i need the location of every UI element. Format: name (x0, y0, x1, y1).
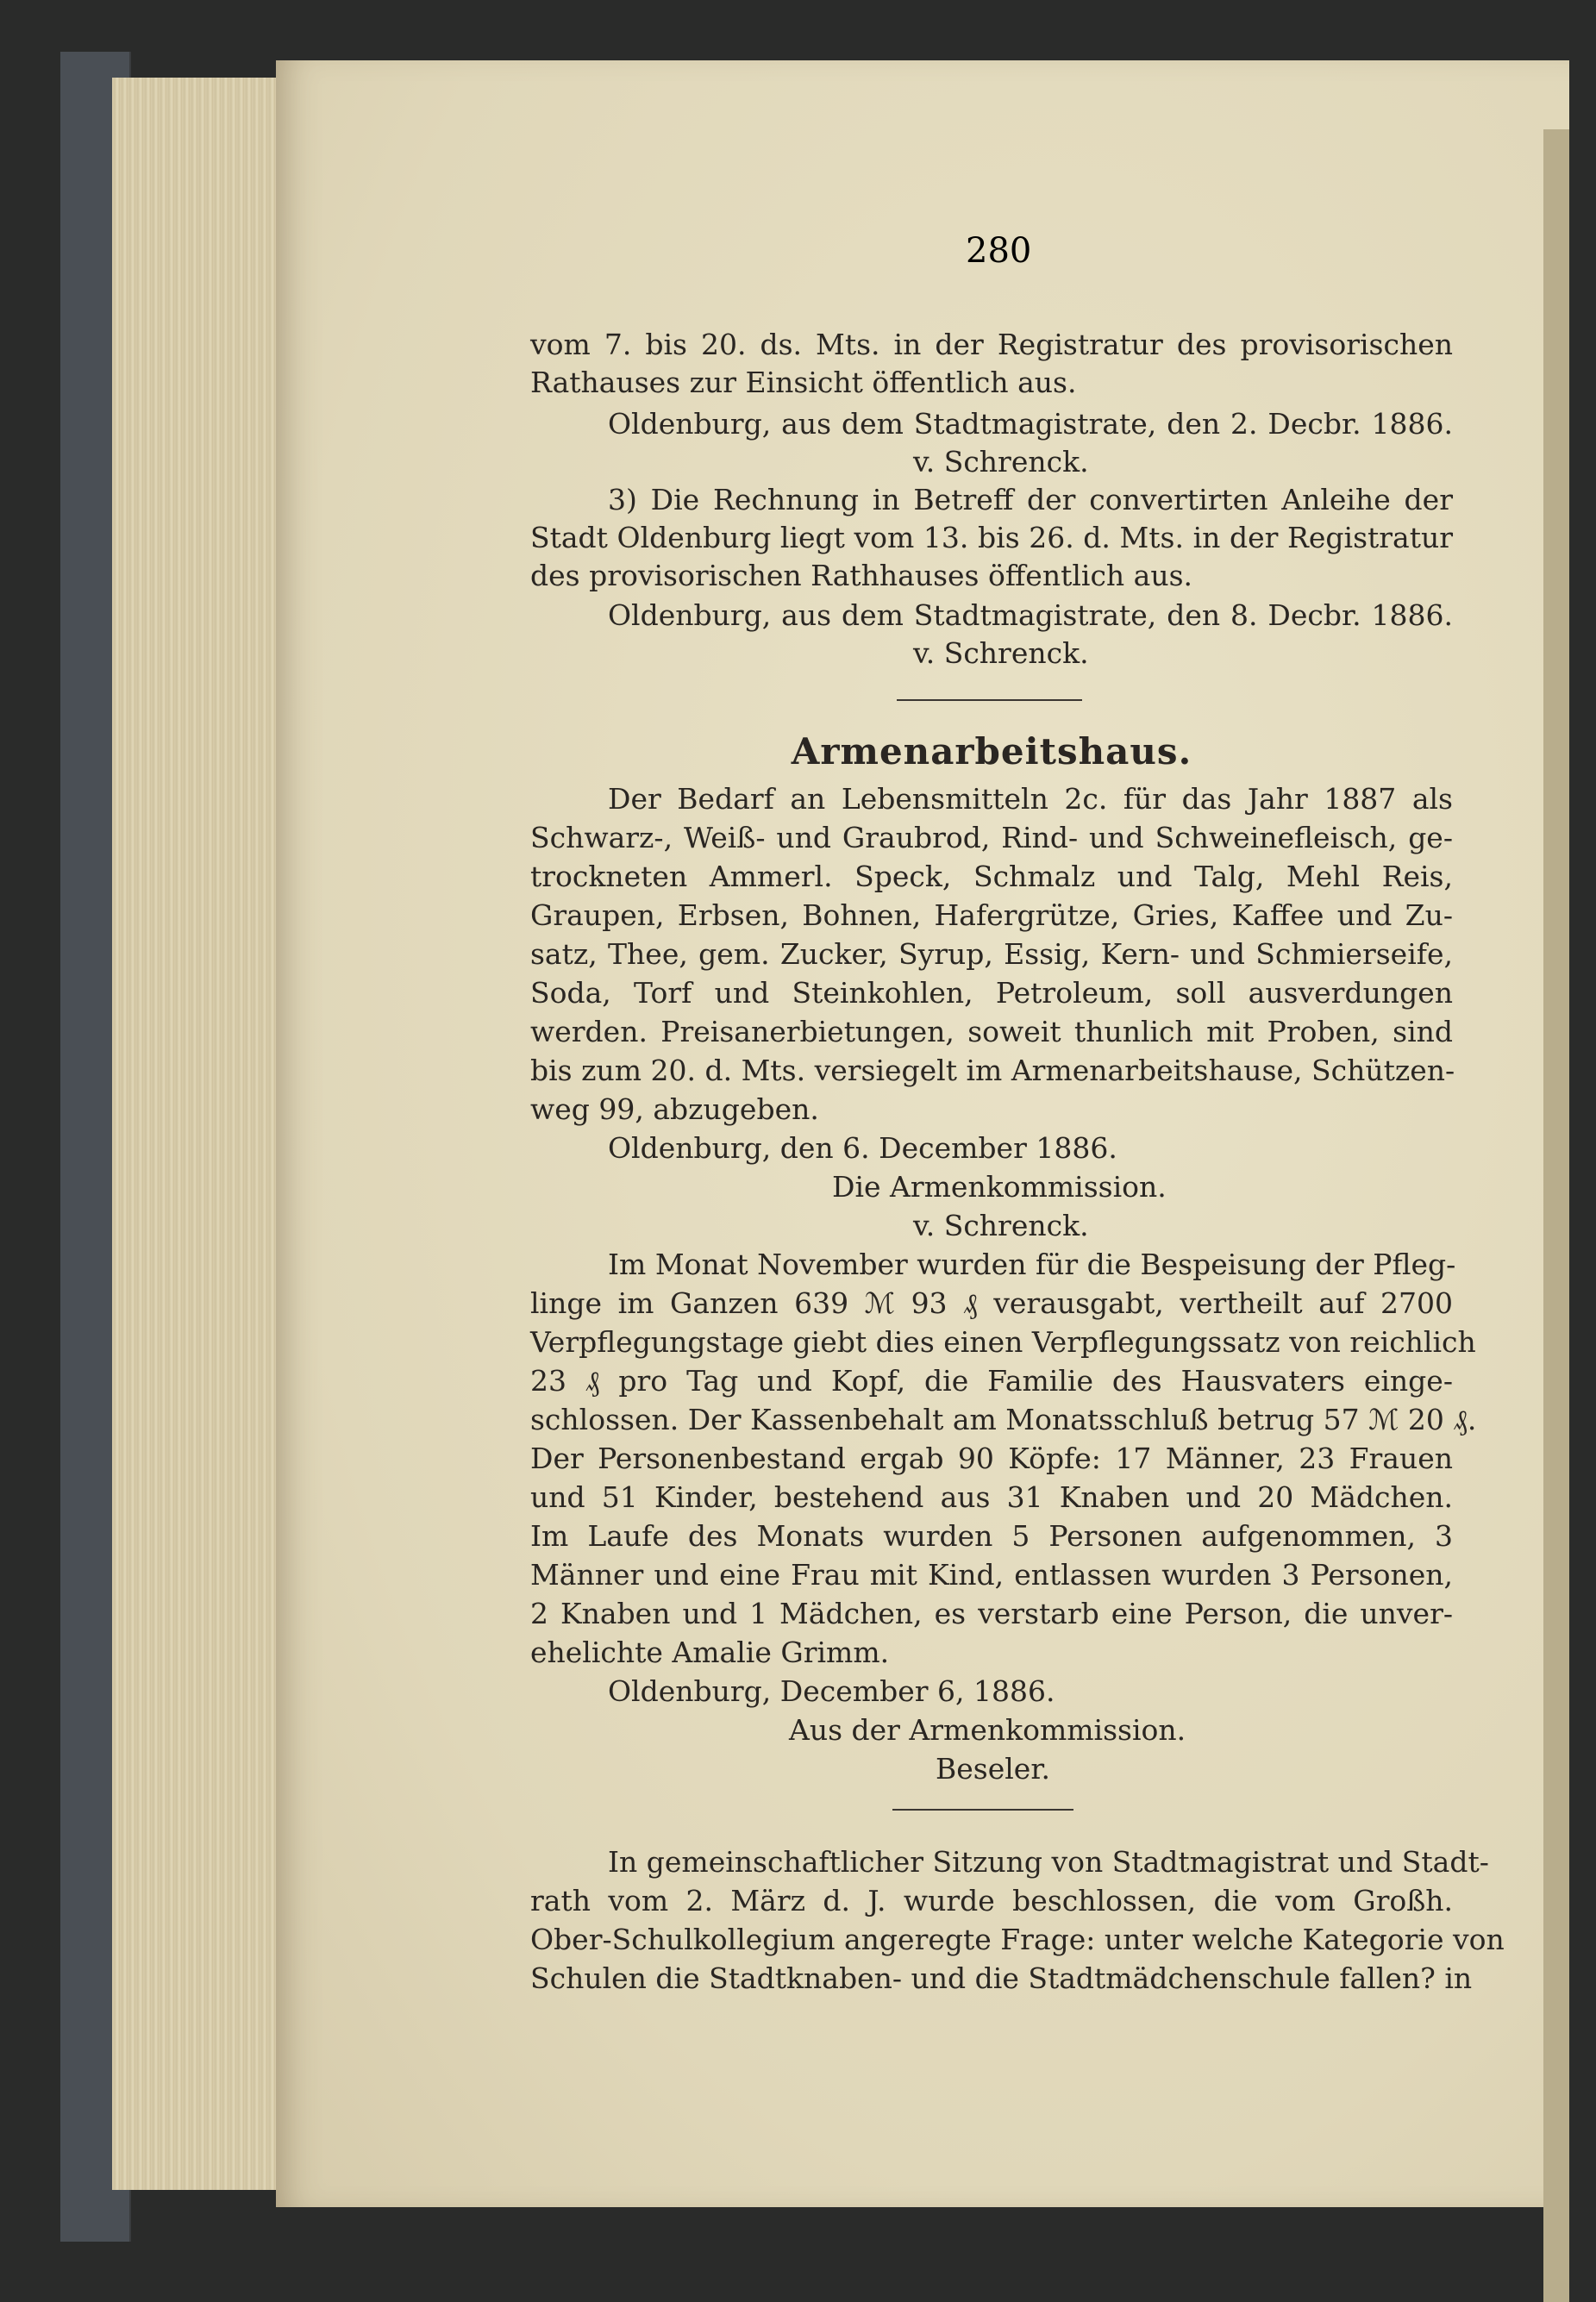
text-line: trockneten Ammerl. Speck, Schmalz und Talg, Mehl Reis, (530, 860, 1453, 893)
text-line: weg 99, abzugeben. (530, 1092, 819, 1126)
text-line: Rathauses zur Einsicht öffentlich aus. (530, 366, 1077, 399)
text-line: Schwarz-, Weiß- und Graubrod, Rind- und Schweinefleisch, ge- (530, 821, 1453, 854)
text-line: schlossen. Der Kassenbehalt am Monatsschluß betrug 57 ℳ 20 ₰. (530, 1403, 1477, 1436)
section-heading: Armenarbeitshaus. (791, 730, 1192, 773)
text-line: Männer und eine Frau mit Kind, entlassen wurden 3 Personen, (530, 1558, 1453, 1592)
signature-name-3: v. Schrenck. (913, 1209, 1089, 1242)
text-line: linge im Ganzen 639 ℳ 93 ₰ verausgabt, vertheilt auf 2700 (530, 1286, 1453, 1320)
signature-name-4: Beseler. (936, 1752, 1050, 1786)
text-line: 23 ₰ pro Tag und Kopf, die Familie des Hausvaters einge- (530, 1364, 1453, 1398)
signature-place-1: Oldenburg, aus dem Stadtmagistrate, den 2. Decbr. 1886. (608, 407, 1453, 441)
signature-place-4: Oldenburg, December 6, 1886. (608, 1674, 1055, 1708)
section-divider (897, 699, 1082, 701)
signature-place-2: Oldenburg, aus dem Stadtmagistrate, den 8. Decbr. 1886. (608, 598, 1453, 632)
text-line: bis zum 20. d. Mts. versiegelt im Armenarbeitshause, Schützen- (530, 1054, 1455, 1087)
text-line: Verpflegungstage giebt dies einen Verpflegungssatz von reichlich (530, 1325, 1476, 1359)
text-line: Im Monat November wurden für die Bespeisung der Pfleg- (608, 1248, 1456, 1281)
text-line: rath vom 2. März d. J. wurde beschlossen, die vom Großh. (530, 1884, 1453, 1917)
signature-name-2: v. Schrenck. (913, 636, 1089, 670)
text-line: Der Bedarf an Lebensmitteln 2c. für das Jahr 1887 als (608, 782, 1453, 816)
page-number: 280 (966, 231, 1032, 271)
text-line: 2 Knaben und 1 Mädchen, es verstarb eine Person, die unver- (530, 1597, 1453, 1630)
text-line: Schulen die Stadtknaben- und die Stadtmädchenschule fallen? in (530, 1961, 1473, 1995)
text-line: Graupen, Erbsen, Bohnen, Hafergrütze, Gries, Kaffee und Zu- (530, 898, 1453, 932)
signature-place-3: Oldenburg, den 6. December 1886. (608, 1131, 1117, 1165)
text-line: In gemeinschaftlicher Sitzung von Stadtmagistrat und Stadt- (608, 1845, 1489, 1879)
signature-org-3: Die Armenkommission. (832, 1170, 1167, 1204)
signature-name-1: v. Schrenck. (913, 445, 1089, 479)
text-line: Der Personenbestand ergab 90 Köpfe: 17 Männer, 23 Frauen (530, 1442, 1453, 1475)
text-line: des provisorischen Rathhauses öffentlich aus. (530, 559, 1193, 592)
text-line: satz, Thee, gem. Zucker, Syrup, Essig, Kern- und Schmierseife, (530, 937, 1453, 971)
signature-org-4: Aus der Armenkommission. (789, 1713, 1186, 1747)
section-divider (892, 1809, 1073, 1811)
page-stack-edge (112, 78, 285, 2190)
text-line: Ober-Schulkollegium angeregte Frage: unter welche Kategorie von (530, 1923, 1505, 1956)
text-line: Soda, Torf und Steinkohlen, Petroleum, soll ausverdungen (530, 976, 1453, 1010)
text-line: Im Laufe des Monats wurden 5 Personen aufgenommen, 3 (530, 1519, 1453, 1553)
text-line: ehelichte Amalie Grimm. (530, 1636, 890, 1669)
next-page-edge (1543, 129, 1569, 2302)
text-line: 3) Die Rechnung in Betreff der convertirten Anleihe der (608, 483, 1453, 516)
text-line: Stadt Oldenburg liegt vom 13. bis 26. d. Mts. in der Registratur (530, 521, 1453, 554)
text-line: vom 7. bis 20. ds. Mts. in der Registratur des provisorischen (530, 328, 1453, 361)
text-line: werden. Preisanerbietungen, soweit thunlich mit Proben, sind (530, 1015, 1453, 1048)
text-line: und 51 Kinder, bestehend aus 31 Knaben und 20 Mädchen. (530, 1480, 1453, 1514)
